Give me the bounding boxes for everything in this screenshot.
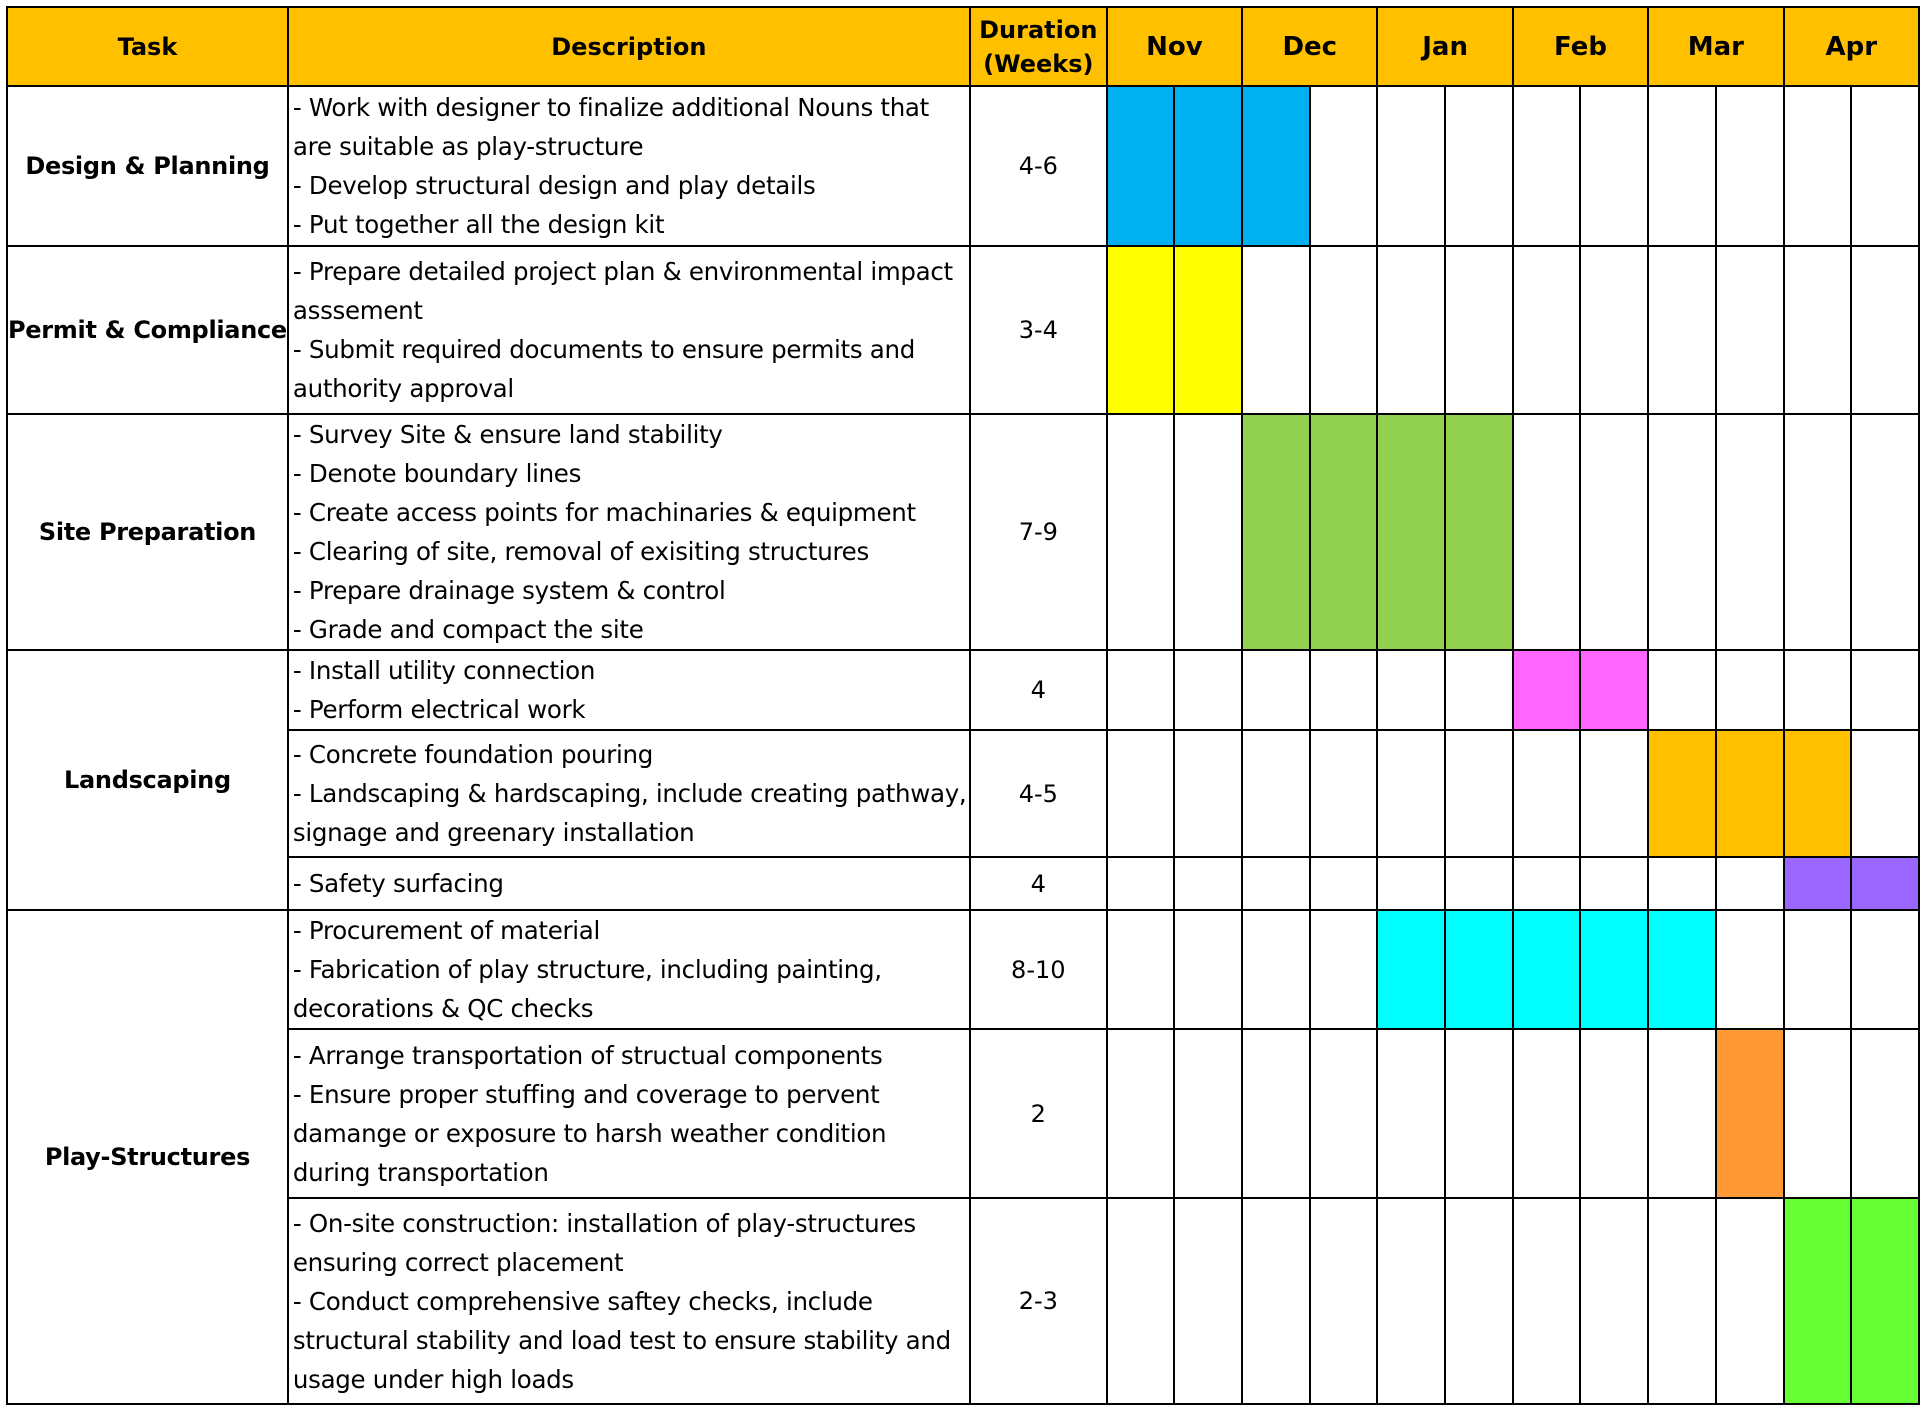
task-row: [7, 857, 1919, 910]
week-cell: [1784, 246, 1852, 414]
gantt-bar-cell: [1377, 414, 1445, 650]
week-cell: [1445, 86, 1513, 246]
description-header: Description: [288, 7, 970, 86]
gantt-bar-cell: [1377, 910, 1445, 1029]
description-line: - Put together all the design kit: [292, 210, 665, 239]
gantt-bar-cell: [1580, 650, 1648, 730]
week-cell: [1377, 246, 1445, 414]
week-cell: [1445, 1029, 1513, 1198]
week-cell: [1784, 1029, 1852, 1198]
gantt-bar-cell: [1107, 86, 1175, 246]
task-description: [288, 414, 970, 650]
gantt-bar-cell: [1174, 246, 1242, 414]
week-cell: [1107, 1029, 1175, 1198]
gantt-bar-cell: [1513, 910, 1581, 1029]
description-line: - Grade and compact the site: [292, 615, 644, 644]
week-cell: [1784, 414, 1852, 650]
week-cell: [1377, 1029, 1445, 1198]
week-cell: [1648, 1198, 1716, 1404]
task-name: Permit & Compliance: [7, 246, 288, 414]
description-line: damange or exposure to harsh weather condition: [292, 1118, 887, 1148]
week-cell: [1310, 1198, 1378, 1404]
duration-header-line-1: Duration: [979, 15, 1098, 44]
task-description: [288, 1029, 970, 1198]
week-cell: [1716, 86, 1784, 246]
task-row: [7, 1029, 1919, 1198]
week-cell: [1242, 1029, 1310, 1198]
week-cell: [1310, 246, 1378, 414]
month-header-nov: Nov: [1107, 7, 1242, 86]
week-cell: [1580, 730, 1648, 857]
task-row: [7, 414, 1919, 650]
task-duration: 8-10: [970, 910, 1107, 1029]
task-name: Site Preparation: [7, 414, 288, 650]
task-name: Landscaping: [7, 650, 288, 910]
task-row: [7, 650, 1919, 730]
week-cell: [1580, 414, 1648, 650]
week-cell: [1310, 910, 1378, 1029]
gantt-bar-cell: [1580, 910, 1648, 1029]
week-cell: [1107, 1198, 1175, 1404]
week-cell: [1513, 86, 1581, 246]
week-cell: [1716, 910, 1784, 1029]
description-line: - Landscaping & hardscaping, include creating pathway,: [292, 779, 967, 808]
gantt-bar-cell: [1513, 650, 1581, 730]
gantt-bar-cell: [1784, 857, 1852, 910]
task-duration: 7-9: [970, 414, 1107, 650]
week-cell: [1851, 910, 1919, 1029]
description-line: - Clearing of site, removal of exisiting structures: [292, 537, 869, 566]
week-cell: [1580, 246, 1648, 414]
task-duration: 4: [970, 857, 1107, 910]
week-cell: [1851, 650, 1919, 730]
week-cell: [1242, 246, 1310, 414]
week-cell: [1648, 857, 1716, 910]
week-cell: [1851, 246, 1919, 414]
task-duration: 4-5: [970, 730, 1107, 857]
duration-header-line-2: (Weeks): [983, 49, 1094, 78]
task-row: [7, 246, 1919, 414]
week-cell: [1310, 650, 1378, 730]
week-cell: [1445, 730, 1513, 857]
gantt-bar-cell: [1716, 730, 1784, 857]
task-row: [7, 86, 1919, 246]
gantt-bar-cell: [1851, 1198, 1919, 1404]
week-cell: [1513, 1029, 1581, 1198]
week-cell: [1851, 86, 1919, 246]
gantt-bar-cell: [1107, 246, 1175, 414]
week-cell: [1580, 1198, 1648, 1404]
description-line: structural stability and load test to ensure stability and: [292, 1325, 951, 1355]
week-cell: [1851, 1029, 1919, 1198]
gantt-bar-cell: [1648, 910, 1716, 1029]
description-line: ensuring correct placement: [292, 1247, 624, 1277]
description-line: - Perform electrical work: [292, 695, 586, 724]
week-cell: [1445, 650, 1513, 730]
week-cell: [1174, 650, 1242, 730]
gantt-chart-table: [6, 6, 1920, 1405]
week-cell: [1310, 1029, 1378, 1198]
description-line: - Work with designer to finalize additional Nouns that: [292, 93, 929, 122]
task-description: [288, 1198, 970, 1404]
description-line: - Develop structural design and play details: [292, 171, 816, 200]
week-cell: [1580, 1029, 1648, 1198]
week-cell: [1242, 910, 1310, 1029]
task-row: [7, 730, 1919, 857]
week-cell: [1242, 1198, 1310, 1404]
description-line: - Submit required documents to ensure permits and: [292, 335, 915, 364]
gantt-bar-cell: [1851, 857, 1919, 910]
task-description: [288, 246, 970, 414]
task-row: [7, 1198, 1919, 1404]
week-cell: [1648, 650, 1716, 730]
gantt-bar-cell: [1242, 86, 1310, 246]
description-line: authority approval: [292, 374, 514, 403]
week-cell: [1513, 857, 1581, 910]
week-cell: [1648, 1029, 1716, 1198]
description-line: - Safety surfacing: [292, 869, 504, 898]
description-line: during transportation: [292, 1157, 549, 1187]
description-line: - Prepare drainage system & control: [292, 576, 726, 605]
week-cell: [1174, 857, 1242, 910]
week-cell: [1310, 857, 1378, 910]
gantt-bar-cell: [1784, 730, 1852, 857]
description-line: usage under high loads: [292, 1364, 574, 1394]
description-line: - On-site construction: installation of play-structures: [292, 1208, 916, 1238]
week-cell: [1174, 1198, 1242, 1404]
week-cell: [1445, 246, 1513, 414]
month-header-mar: Mar: [1648, 7, 1783, 86]
week-cell: [1242, 857, 1310, 910]
week-cell: [1445, 857, 1513, 910]
description-line: - Conduct comprehensive saftey checks, include: [292, 1286, 873, 1316]
gantt-bar-cell: [1784, 1198, 1852, 1404]
task-duration: 4-6: [970, 86, 1107, 246]
task-name: Design & Planning: [7, 86, 288, 246]
week-cell: [1377, 1198, 1445, 1404]
description-line: asssement: [292, 296, 423, 325]
task-description: [288, 857, 970, 910]
gantt-bar-cell: [1310, 414, 1378, 650]
week-cell: [1174, 910, 1242, 1029]
week-cell: [1513, 414, 1581, 650]
week-cell: [1716, 857, 1784, 910]
week-cell: [1107, 414, 1175, 650]
task-duration: 2-3: [970, 1198, 1107, 1404]
week-cell: [1513, 1198, 1581, 1404]
header-row: [7, 7, 1919, 86]
description-line: signage and greenary installation: [292, 818, 695, 847]
week-cell: [1174, 730, 1242, 857]
week-cell: [1716, 650, 1784, 730]
task-description: [288, 86, 970, 246]
gantt-body: [7, 86, 1919, 1404]
week-cell: [1445, 1198, 1513, 1404]
week-cell: [1107, 910, 1175, 1029]
description-line: - Create access points for machinaries & equipment: [292, 498, 916, 527]
week-cell: [1784, 650, 1852, 730]
week-cell: [1377, 650, 1445, 730]
week-cell: [1107, 650, 1175, 730]
week-cell: [1580, 857, 1648, 910]
task-description: [288, 910, 970, 1029]
task-row: [7, 910, 1919, 1029]
week-cell: [1174, 414, 1242, 650]
gantt-bar-cell: [1174, 86, 1242, 246]
month-header-jan: Jan: [1377, 7, 1512, 86]
week-cell: [1242, 650, 1310, 730]
week-cell: [1716, 414, 1784, 650]
week-cell: [1242, 730, 1310, 857]
task-header: Task: [7, 7, 288, 86]
week-cell: [1784, 910, 1852, 1029]
description-line: - Procurement of material: [292, 916, 601, 945]
description-line: - Prepare detailed project plan & environmental impact: [292, 257, 953, 286]
month-header-dec: Dec: [1242, 7, 1377, 86]
week-cell: [1174, 1029, 1242, 1198]
week-cell: [1648, 246, 1716, 414]
month-header-apr: Apr: [1784, 7, 1919, 86]
week-cell: [1377, 730, 1445, 857]
description-line: - Install utility connection: [292, 656, 596, 685]
task-duration: 4: [970, 650, 1107, 730]
month-header-feb: Feb: [1513, 7, 1648, 86]
week-cell: [1716, 1198, 1784, 1404]
week-cell: [1107, 730, 1175, 857]
task-duration: 3-4: [970, 246, 1107, 414]
task-description: [288, 650, 970, 730]
gantt-bar-cell: [1716, 1029, 1784, 1198]
week-cell: [1377, 86, 1445, 246]
description-line: - Denote boundary lines: [292, 459, 582, 488]
week-cell: [1648, 414, 1716, 650]
week-cell: [1310, 86, 1378, 246]
week-cell: [1784, 86, 1852, 246]
task-name: Play-Structures: [7, 910, 288, 1404]
task-description: [288, 730, 970, 857]
week-cell: [1716, 246, 1784, 414]
description-line: are suitable as play-structure: [292, 132, 644, 161]
week-cell: [1648, 86, 1716, 246]
week-cell: [1851, 414, 1919, 650]
week-cell: [1107, 857, 1175, 910]
gantt-bar-cell: [1445, 414, 1513, 650]
duration-header: [970, 7, 1107, 86]
gantt-bar-cell: [1242, 414, 1310, 650]
week-cell: [1513, 730, 1581, 857]
week-cell: [1377, 857, 1445, 910]
description-line: - Fabrication of play structure, including painting,: [292, 955, 882, 984]
week-cell: [1851, 730, 1919, 857]
description-line: - Survey Site & ensure land stability: [292, 420, 723, 449]
task-duration: 2: [970, 1029, 1107, 1198]
gantt-bar-cell: [1445, 910, 1513, 1029]
description-line: decorations & QC checks: [292, 994, 594, 1023]
description-line: - Concrete foundation pouring: [292, 740, 653, 769]
week-cell: [1580, 86, 1648, 246]
gantt-bar-cell: [1648, 730, 1716, 857]
week-cell: [1513, 246, 1581, 414]
description-line: - Ensure proper stuffing and coverage to pervent: [292, 1079, 880, 1109]
week-cell: [1310, 730, 1378, 857]
description-line: - Arrange transportation of structual components: [292, 1040, 883, 1070]
